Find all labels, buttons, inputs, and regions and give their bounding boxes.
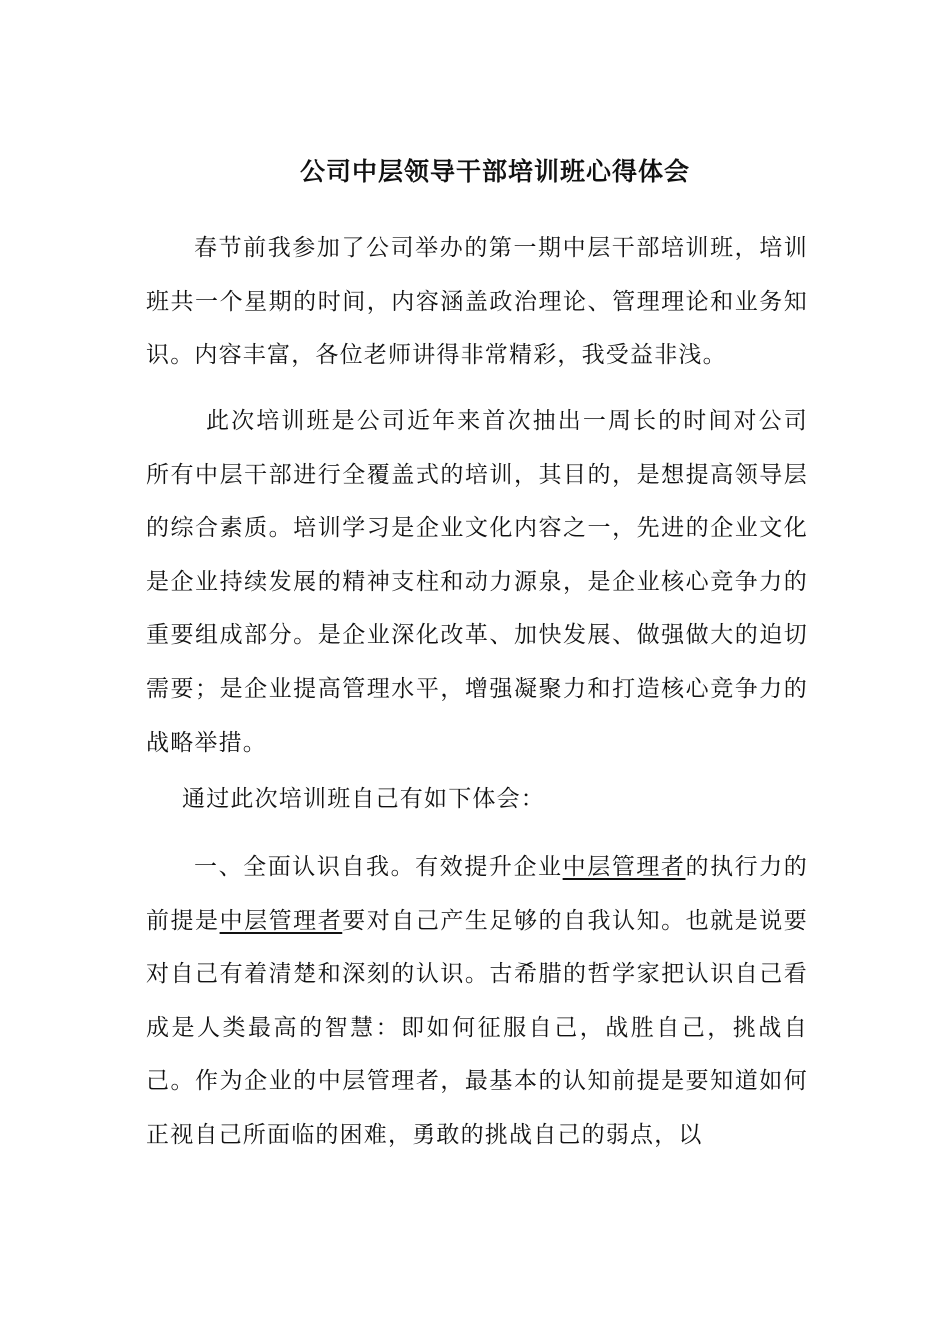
- document-title: 公司中层领导干部培训班心得体会: [299, 157, 690, 186]
- paragraph-text: 要对自己产生足够的自我认知。也就是说要对自己有着清楚和深刻的认识。古希腊的哲学家把认识自己看成是人类最高的智慧：即如何征服自己，战胜自己，挑战自己。作为企业的中层管理者，最基本的认知前提是要知道如何正视自己所面临的困难，勇敢的挑战自己的弱点，以: [146, 907, 808, 1148]
- paragraph-intro: 春节前我参加了公司举办的第一期中层干部培训班，培训班共一个星期的时间，内容涵盖政治理论、管理理论和业务知识。内容丰富，各位老师讲得非常精彩，我受益非浅。: [146, 235, 808, 369]
- paragraph-point-one: [146, 841, 808, 1163]
- hyperlink-middle-manager[interactable]: 中层管理者: [562, 854, 686, 880]
- hyperlink-middle-manager[interactable]: 中层管理者: [219, 907, 343, 934]
- paragraph-lead-in: 通过此次培训班自己有如下体会：: [182, 786, 545, 812]
- paragraph-text: 的执行力的前提是: [146, 854, 808, 934]
- paragraph-purpose: 此次培训班是公司近年来首次抽出一周长的时间对公司所有中层干部进行全覆盖式的培训，其目的，是想提高领导层的综合素质。培训学习是企业文化内容之一，先进的企业文化是企业持续发展的精神支柱和动力源泉，是企业核心竞争力的重要组成部分。是企业深化改革、加快发展、做强做大的迫切需要；是企业提高管理水平，增强凝聚力和打造核心竞争力的战略举措。: [146, 408, 808, 756]
- paragraph-text: 一、全面认识自我。有效提升企业: [194, 854, 563, 880]
